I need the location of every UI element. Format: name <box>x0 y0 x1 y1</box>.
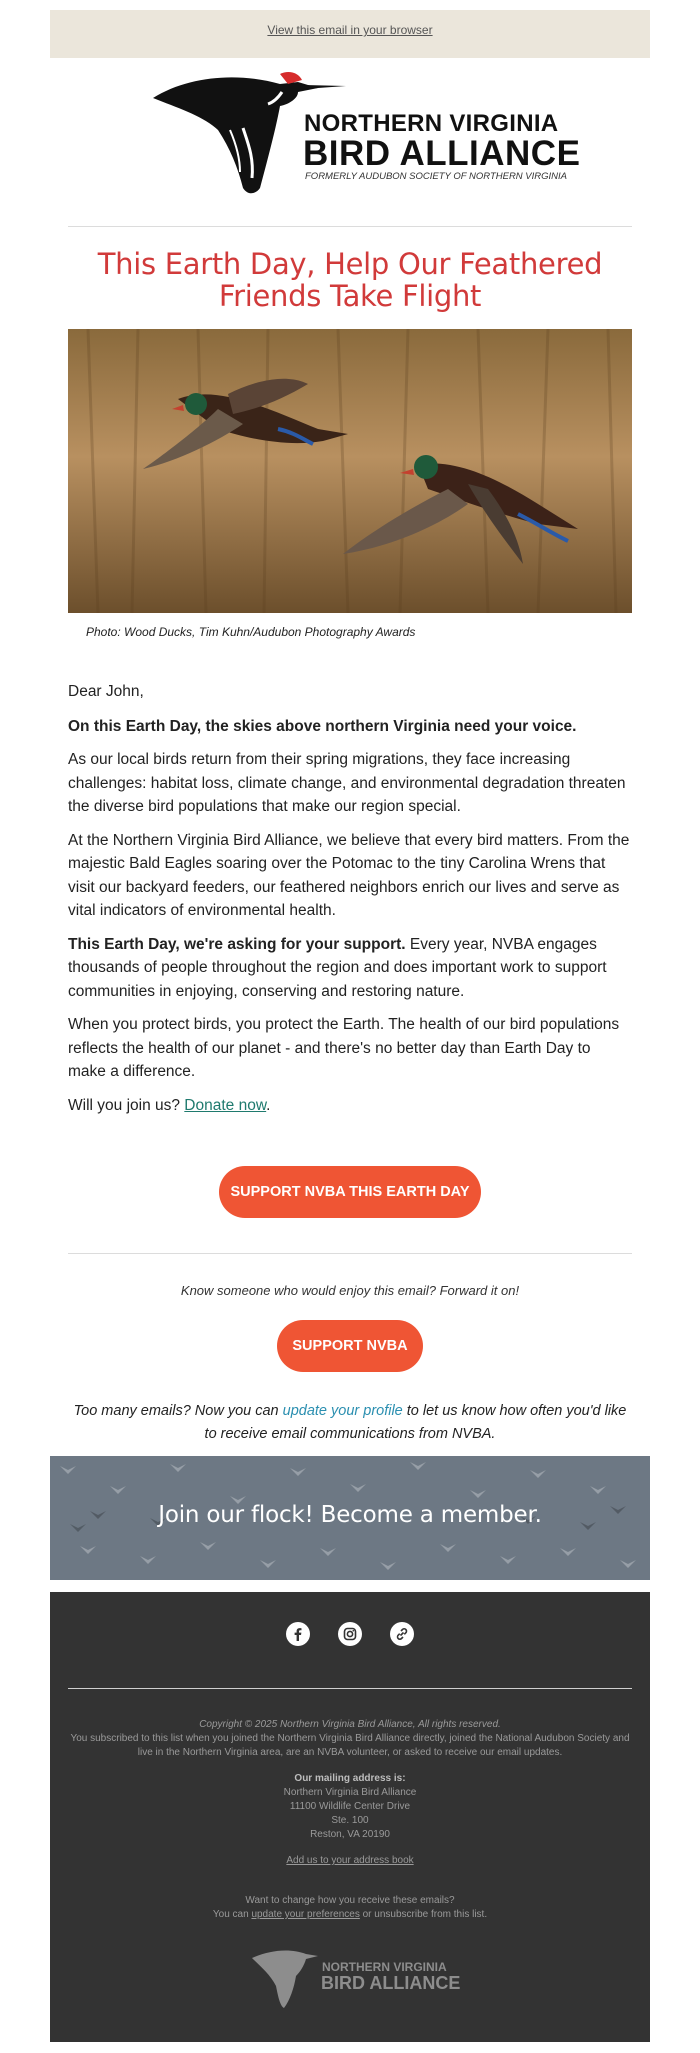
address-line: Northern Virginia Bird Alliance <box>283 1787 417 1798</box>
footer-logo-line1: NORTHERN VIRGINIA <box>322 1960 447 1974</box>
update-profile-link[interactable]: update your profile <box>282 1403 403 1419</box>
view-in-browser-link[interactable]: View this email in your browser <box>267 23 433 37</box>
headline-line1: This Earth Day, Help Our Feathered <box>97 247 603 281</box>
address-line: Reston, VA 20190 <box>310 1829 390 1840</box>
hero-image <box>68 329 632 613</box>
support-earth-day-button[interactable]: SUPPORT NVBA THIS EARTH DAY <box>219 1166 481 1218</box>
paragraph-2: At the Northern Virginia Bird Alliance, we believe that every bird matters. From the majestic Bald Eagles soaring over the Potomac to the tiny Carolina Wrens that visit our backyard feeders, our feathered neighbors enrich our lives and serve as vital indicators of environmental health. <box>68 831 630 919</box>
logo-tagline: FORMERLY AUDUBON SOCIETY OF NORTHERN VIRGINIA <box>305 171 568 182</box>
support-nvba-button[interactable]: SUPPORT NVBA <box>277 1320 423 1372</box>
link-icon[interactable] <box>390 1622 414 1646</box>
change-preferences <box>68 1894 632 1922</box>
instagram-icon[interactable] <box>338 1622 362 1646</box>
logo-line2: BIRD ALLIANCE <box>303 134 581 173</box>
logo-line1: NORTHERN VIRGINIA <box>304 110 559 137</box>
footer-logo[interactable] <box>250 1946 460 2012</box>
change-post: or unsubscribe from this list. <box>359 1909 488 1920</box>
change-line <box>68 1908 632 1922</box>
forward-text: Know someone who would enjoy this email? Forward it on! <box>180 1283 520 1298</box>
footer-bird-logo-icon <box>250 1946 322 2012</box>
preferences-post: to let us know how often you'd like to receive email communications from NVBA. <box>204 1403 627 1442</box>
update-preferences-link[interactable]: update your preferences <box>251 1909 360 1920</box>
wood-ducks-photo <box>68 329 632 613</box>
join-us-text: Will you join us? <box>68 1096 185 1114</box>
nvba-logo[interactable] <box>148 68 581 200</box>
hero-caption: Photo: Wood Ducks, Tim Kuhn/Audubon Photography Awards <box>86 625 416 639</box>
greeting: Dear John, <box>68 683 144 700</box>
address-line: 11100 Wildlife Center Drive <box>289 1801 411 1812</box>
paragraph-3-bold: This Earth Day, we're asking for your support. <box>68 935 406 953</box>
paragraph-3 <box>68 933 632 1004</box>
letter-body <box>68 680 632 1127</box>
footer-legal <box>68 1718 632 1760</box>
change-pre: You can <box>212 1909 252 1920</box>
copyright-text: Copyright © 2025 Northern Virginia Bird Alliance, All rights reserved. <box>199 1719 501 1730</box>
preferences-pre: Too many emails? Now you can <box>73 1403 283 1419</box>
paragraph-5 <box>68 1094 632 1118</box>
paragraph-3-rest: Every year, NVBA engages thousands of people throughout the region and does important work to support communities in enjoying, conserving and restoring nature. <box>68 935 607 1000</box>
preferences-note <box>68 1400 632 1446</box>
mailing-address-label: Our mailing address is: <box>294 1773 406 1784</box>
add-to-address-book-link[interactable]: Add us to your address book <box>286 1855 414 1866</box>
membership-banner-text: Join our flock! Become a member. <box>158 1502 542 1528</box>
top-bar <box>50 10 650 58</box>
paragraph-4: When you protect birds, you protect the Earth. The health of our bird populations reflects the health of our planet - and there's no better day than Earth Day to make a difference. <box>68 1016 620 1080</box>
membership-banner[interactable] <box>50 1456 650 1580</box>
headline-line2: Friends Take Flight <box>218 279 482 313</box>
divider <box>68 226 632 227</box>
subscribed-text: You subscribed to this list when you joined the Northern Virginia Bird Alliance directly, joined the National Audubon Society and live in the Northern Virginia area, are an NVBA volunteer, or asked to receive our email updates. <box>70 1733 630 1758</box>
footer-logo-line2: BIRD ALLIANCE <box>321 1973 461 1993</box>
footer-divider <box>68 1688 632 1689</box>
page-title <box>68 248 632 312</box>
address-line: Ste. 100 <box>331 1815 369 1826</box>
paragraph-1: As our local birds return from their spring migrations, they face increasing challenges: habitat loss, climate change, and environmental degradation threaten the diverse bird populations that make our region special. <box>68 751 626 815</box>
join-us-period: . <box>266 1096 271 1114</box>
facebook-icon[interactable] <box>286 1622 310 1646</box>
footer <box>50 1592 650 2042</box>
change-question: Want to change how you receive these emails? <box>245 1895 455 1906</box>
social-links <box>50 1622 650 1646</box>
lead-paragraph: On this Earth Day, the skies above northern Virginia need your voice. <box>68 717 577 735</box>
mailing-address <box>68 1772 632 1842</box>
divider <box>68 1253 632 1254</box>
address-book-row <box>68 1854 632 1868</box>
donate-now-link[interactable]: Donate now <box>184 1096 267 1114</box>
